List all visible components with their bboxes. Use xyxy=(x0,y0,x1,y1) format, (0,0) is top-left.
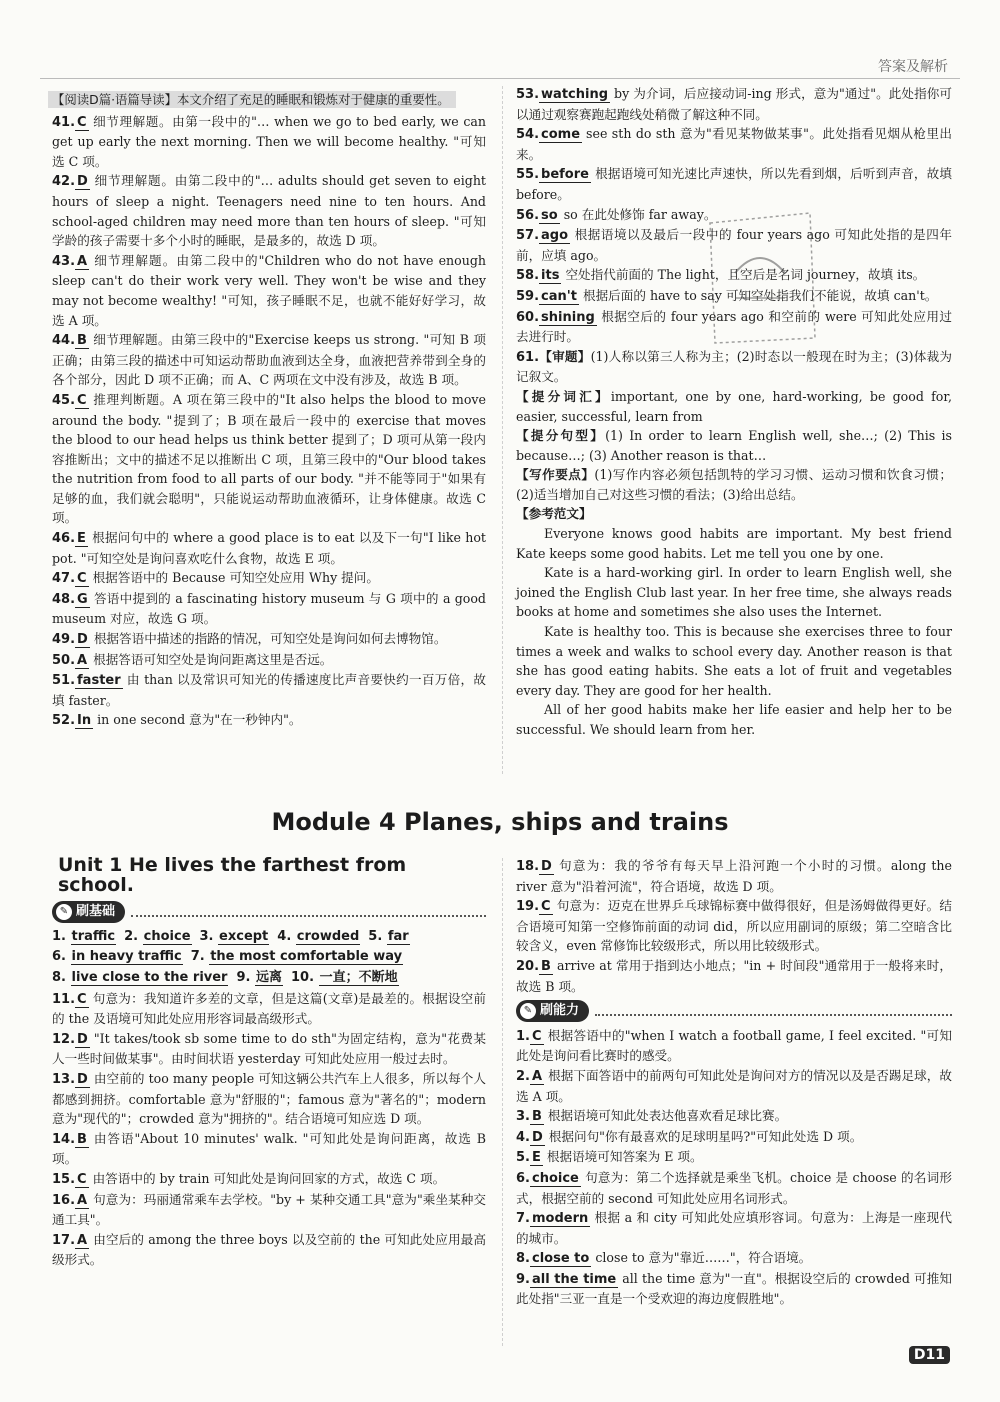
item-number: 41. xyxy=(52,114,76,130)
answer-key: D xyxy=(77,1071,88,1087)
explanation: 根据答语可知空处是询问距离这里是否远。 xyxy=(93,651,333,667)
item-number: 7. xyxy=(516,1211,530,1227)
item-number: 19. xyxy=(516,899,540,915)
right-bottom-column xyxy=(516,856,952,1309)
answer-key: D xyxy=(531,1129,543,1145)
answer-key: B xyxy=(541,958,551,974)
section-text: important, one by one, hard-working, be good for, easier, successful, learn from xyxy=(516,388,952,424)
explanation: so 在此处修饰 far away。 xyxy=(563,206,717,222)
basic-badge xyxy=(52,901,125,923)
essay-paragraph: Kate is a hard-working girl. In order to learn English well, she joined the English Club last year. In her free time, she always reads books at home and sometimes she also uses the Internet. xyxy=(516,565,952,620)
fill-in-answers xyxy=(52,927,486,989)
answer-key: far xyxy=(387,928,409,944)
explanation: 由答语中的 by train 可知此处是询问回家的方式，故选 C 项。 xyxy=(92,1170,446,1186)
item-number: 18. xyxy=(516,859,540,874)
explanation: 根据语境以及最后一段中的 four years ago 可知此处指的是四年前，应填 ago。 xyxy=(516,227,952,263)
answer-key: so xyxy=(541,207,558,223)
answer-key: the most comfortable way xyxy=(210,949,403,965)
right-top-column xyxy=(516,84,952,740)
answer-key: 远离 xyxy=(256,969,283,985)
item-number: 10. xyxy=(291,969,315,985)
ability-section-header xyxy=(516,1000,952,1022)
answer-item xyxy=(516,1147,952,1168)
explanation: close to 意为"靠近……"，符合语境。 xyxy=(595,1250,812,1266)
explanation: 答语中提到的 a fascinating history museum 与 G 项中的 a good museum 对应，故选 G 项。 xyxy=(52,590,486,627)
explanation: 句意为：迈克在世界乒乓球锦标赛中做得很好，但是汤姆做得更好。结合语境可知第一空修饰前面的动词 did，所以应用副词的原级；第二空暗含比较含义，even 常修饰比较级形式，所以用比较级形式。 xyxy=(516,898,952,954)
item-number: 44. xyxy=(52,333,76,349)
explanation: 细节理解题。由第二段中的"Children who do not have enough sleep can't do their work very well. They won't be wise and they may not become wealthy! "可知，孩子睡眠不足，也就不能好好学习，故选 A 项。 xyxy=(52,252,486,328)
answer-key: E xyxy=(77,531,86,547)
explanation: 根据答语中的 Because 可知空处应用 Why 提问。 xyxy=(92,570,379,586)
section-text: (1) In order to learn English well, she…; (2) This is because…; (3) Another reason is that… xyxy=(516,428,953,463)
answer-key: A xyxy=(77,1232,88,1248)
item-number: 7. xyxy=(190,949,205,965)
answer-item xyxy=(52,670,486,710)
left-bottom-column xyxy=(52,856,486,1270)
explanation: 句意为：玛丽通常乘车去学校。"by + 某种交通工具"意为"乘坐某种交通工具"。 xyxy=(52,1191,486,1228)
left-top-column xyxy=(52,90,486,731)
ability-badge xyxy=(516,1000,589,1022)
column-divider xyxy=(502,86,503,774)
answer-item xyxy=(52,1129,486,1169)
explanation: 根据答语中描述的指路的情况，可知空处是询问如何去博物馆。 xyxy=(93,631,447,647)
explanation: in one second 意为"在一秒钟内"。 xyxy=(97,712,302,728)
essay-paragraph: Everyone knows good habits are important. My best friend Kate keeps some good habits. Let me tell you one by one. xyxy=(516,526,952,561)
explanation: 细节理解题。由第三段中的"Exercise keeps us strong. "可知 B 项正确；由第三段的描述中可知运动帮助血液到达全身，血液把营养带到全身的各个部分，因此 D 项不正确；而 A、C 两项在文中没有涉及，故选 B 项。 xyxy=(52,332,486,388)
explanation: 根据答语中的"when I watch a football game, I feel excited. "可知此处是询问看比赛时的感受。 xyxy=(516,1027,952,1064)
answer-item xyxy=(52,112,486,172)
explanation: 根据语境可知答案为 E 项。 xyxy=(546,1149,703,1165)
answer-item xyxy=(516,1106,952,1127)
answer-key: choice xyxy=(143,928,191,944)
answer-item xyxy=(52,629,486,650)
answer-key: live close to the river xyxy=(71,969,228,985)
answer-item xyxy=(516,956,952,996)
item-number: 11. xyxy=(52,991,76,1007)
answer-key: in heavy traffic xyxy=(71,949,182,965)
explanation: 由 than 以及常识可知光的传播速度比声音要快约一百万倍，故填 faster。 xyxy=(52,672,486,708)
answer-key: choice xyxy=(531,1170,579,1186)
item-number: 60. xyxy=(516,309,540,325)
pencil-icon: ✎ xyxy=(520,1003,536,1019)
explanation: 由空后的 among the three boys 以及空前的 the 可知此处应用最高级形式。 xyxy=(52,1231,486,1268)
item-number: 17. xyxy=(52,1232,76,1248)
explanation: 细节理解题。由第二段中的"… adults should get seven to eight hours of sleep a night. Teenagers need nine to ten hours. And school-aged children may need more than ten hours of sleep. "可知学龄的孩子需要十多个小时的睡眠，是最多的，故选 D 项。 xyxy=(52,173,486,249)
answer-key: D xyxy=(541,859,552,874)
answer-item xyxy=(516,1127,952,1148)
explanation: 推理判断题。A 项在第三段中的"It also helps the blood to move around the body. "提到了；B 项在最后一段中的 exercise that moves the blood to our head helps us think better 提到了；D 项可从第一段内容推断出；文中的描述不足以推断出 C 项，且第三段中的"Our blood takes the nutrition from food to all parts of our body. "并不能等同于"如果有足够的血，我们就会聪明"，只能说运动帮助血液循环，让身体健康。故选 C 项。 xyxy=(52,391,486,526)
explanation: 细节理解题。由第一段中的"… when we go to bed early, we can get up early the next morning. Then we will become healthy. "可知选 C 项。 xyxy=(52,113,486,169)
section-text: (1)人称以第三人称为主；(2)时态以一般现在时为主；(3)体裁为记叙文。 xyxy=(516,348,952,385)
item-number: 47. xyxy=(52,571,76,587)
answer-key: C xyxy=(541,899,551,915)
item-number: 6. xyxy=(516,1170,530,1186)
answer-item xyxy=(516,1248,952,1269)
answer-item xyxy=(516,856,952,896)
item-number: 16. xyxy=(52,1192,76,1208)
answer-key: all the time xyxy=(531,1271,617,1287)
item-number: 1. xyxy=(516,1028,530,1044)
answer-key: traffic xyxy=(71,928,116,944)
item-number: 4. xyxy=(277,928,292,944)
item-number: 3. xyxy=(516,1109,530,1125)
answer-key: D xyxy=(77,1031,88,1047)
item-number: 8. xyxy=(52,969,66,985)
answer-key: C xyxy=(77,392,87,408)
item-number: 51. xyxy=(52,673,76,689)
section-heading: 【审题】 xyxy=(539,348,591,364)
explanation: 根据语境可知此处表达他喜欢看足球比赛。 xyxy=(547,1108,788,1124)
item-number: 61. xyxy=(516,349,540,365)
item-number: 59. xyxy=(516,288,540,304)
answer-list xyxy=(516,1026,952,1309)
answer-key: come xyxy=(541,127,581,143)
answer-key: B xyxy=(77,333,87,349)
explanation: 句意为：第二个选择就是乘坐飞机。choice 是 choose 的名词形式，根据空前的 second 可知此处应用名词形式。 xyxy=(516,1169,952,1206)
essay-paragraph: All of her good habits make her life easier and help her to be successful. We should learn from her. xyxy=(516,702,952,737)
answer-key: A xyxy=(77,253,88,269)
explanation: all the time 意为"一直"。根据设空后的 crowded 可推知此处指"三亚一直是一个受欢迎的海边度假胜地"。 xyxy=(516,1270,952,1307)
answer-item xyxy=(516,896,952,956)
answer-key: except xyxy=(219,928,269,944)
item-number: 2. xyxy=(124,928,139,944)
item-number: 1. xyxy=(52,928,66,944)
explanation: 根据 a 和 city 可知此处应填形容词。句意为：上海是一座现代的城市。 xyxy=(516,1210,952,1246)
answer-list xyxy=(52,989,486,1270)
answer-key: B xyxy=(77,1131,87,1147)
answer-key: C xyxy=(77,114,87,130)
section-heading: 【参考范文】 xyxy=(516,506,592,522)
answer-item xyxy=(516,1168,952,1208)
answer-list xyxy=(52,112,486,731)
explanation: 根据问句中的 where a good place is to eat 以及下一句"I like hot pot. "可知空处是询问喜欢吃什么食物，故选 E 项。 xyxy=(52,530,486,566)
explanation: 根据下面答语中的前两句可知此处是询问对方的情况以及是否踢足球，故选 A 项。 xyxy=(516,1067,952,1104)
item-number: 46. xyxy=(52,531,76,547)
module-title: Module 4 Planes, ships and trains xyxy=(271,808,729,836)
watermark-stamp-icon xyxy=(695,203,825,351)
explanation: "It takes/took sb some time to do sth"为固定结构，意为"花费某人一些时间做某事"。由时间状语 yesterday 可知此处应用一般过去时。 xyxy=(52,1030,486,1067)
explanation: 空处指代前面的 The light，且空后是名词 journey，故填 its。 xyxy=(565,267,926,283)
answer-item xyxy=(516,1026,952,1066)
answer-key: C xyxy=(531,1028,542,1044)
item-number: 9. xyxy=(236,969,251,985)
answer-key: A xyxy=(531,1068,543,1084)
answer-key: D xyxy=(77,632,88,648)
item-number: 8. xyxy=(516,1251,530,1267)
column-divider xyxy=(502,858,503,1346)
item-number: 15. xyxy=(52,1171,76,1187)
answer-item xyxy=(52,171,486,250)
answer-item xyxy=(516,1208,952,1248)
item-number: 45. xyxy=(52,392,76,408)
answer-key: watching xyxy=(541,87,609,102)
section-heading: 【提分词汇】 xyxy=(516,388,611,404)
fill-line xyxy=(52,927,486,948)
dotted-rule xyxy=(595,1006,952,1016)
answer-key: C xyxy=(77,571,87,587)
answer-item xyxy=(52,390,486,528)
answer-key: crowded xyxy=(296,928,360,944)
fill-line xyxy=(52,968,486,989)
dotted-rule xyxy=(131,907,486,917)
answer-key: E xyxy=(531,1150,541,1166)
answer-key: C xyxy=(77,1171,87,1187)
answer-item xyxy=(52,568,486,589)
fill-line xyxy=(52,947,486,968)
section-heading: 【写作要点】 xyxy=(516,467,595,483)
explanation: 由答语"About 10 minutes' walk. "可知此处是询问距离，故选 B 项。 xyxy=(52,1130,486,1167)
answer-key: In xyxy=(77,713,92,729)
answer-item xyxy=(52,330,486,390)
item-number: 43. xyxy=(52,253,76,269)
badge-label: 刷基础 xyxy=(76,904,116,920)
answer-key: G xyxy=(77,591,88,607)
answer-key: close to xyxy=(531,1251,590,1267)
item-number: 57. xyxy=(516,228,540,244)
item-number: 42. xyxy=(52,174,76,190)
explanation: 由空前的 too many people 可知这辆公共汽车上人很多，所以每个人都感到拥挤。comfortable 意为"舒服的"；famous 意为"著名的"；modern 意为"现代的"；crowded 意为"拥挤的"。结合语境可知应选 D 项。 xyxy=(52,1070,486,1127)
explanation: by 为介词，后应接动词-ing 形式，意为"通过"。此处指你可以通过观察赛跑起跑线处稍微了解这种不同。 xyxy=(516,86,952,122)
item-number: 3. xyxy=(199,928,214,944)
answer-item xyxy=(52,1069,486,1129)
item-number: 49. xyxy=(52,632,76,648)
explanation: arrive at 常用于指到达小地点；"in + 时间段"通常用于一般将来时，故选 B 项。 xyxy=(516,957,952,994)
answer-key: before xyxy=(541,167,589,183)
section-heading: 【提分句型】 xyxy=(516,428,606,444)
explanation: 句意为：我的爷爷有每天早上沿河跑一个小时的习惯。along the river 意为"沿着河流"，符合语境，故选 D 项。 xyxy=(516,858,952,894)
unit-title: Unit 1 He lives the farthest from school. xyxy=(58,854,407,896)
item-number: 4. xyxy=(516,1129,530,1145)
answer-item xyxy=(516,1066,952,1106)
answer-item xyxy=(52,1190,486,1230)
answer-key: ago xyxy=(541,228,569,244)
answer-item xyxy=(52,1029,486,1069)
answer-list xyxy=(516,856,952,996)
item-number: 6. xyxy=(52,949,66,965)
explanation: 根据后面的 have to say 可知空处指我们不能说，故填 can't。 xyxy=(582,287,938,303)
answer-key: A xyxy=(77,1192,88,1208)
pencil-icon: ✎ xyxy=(56,904,72,920)
answer-item xyxy=(52,1169,486,1190)
answer-key: B xyxy=(531,1109,542,1125)
answer-key: C xyxy=(77,991,87,1007)
badge-label: 刷能力 xyxy=(540,1003,580,1019)
answer-key: A xyxy=(77,652,88,668)
item-number: 5. xyxy=(516,1150,530,1166)
basic-section-header xyxy=(52,901,486,923)
item-number: 2. xyxy=(516,1068,530,1084)
answer-key: modern xyxy=(531,1211,589,1227)
answer-item xyxy=(516,84,952,124)
essay-paragraph: Kate is healthy too. This is because she exercises three to four times a week and walks to school every day. Another reason is that she has good eating habits. She eats a lot of fruit and vegetables every day. They are good for her health. xyxy=(516,624,952,698)
answer-item xyxy=(52,989,486,1029)
answer-item xyxy=(52,528,486,568)
item-number: 58. xyxy=(516,268,540,284)
item-number: 9. xyxy=(516,1271,530,1287)
item-number: 52. xyxy=(52,713,76,729)
answer-item xyxy=(516,1269,952,1309)
answer-item xyxy=(52,1230,486,1270)
section-text: (1)写作内容必须包括凯特的学习习惯、运动习惯和饮食习惯；(2)适当增加自己对这些习惯的看法；(3)给出总结。 xyxy=(516,467,952,502)
item-number: 48. xyxy=(52,591,76,607)
answer-key: its xyxy=(541,268,560,284)
item-number: 50. xyxy=(52,652,76,668)
item-number: 14. xyxy=(52,1131,76,1147)
answer-key: can't xyxy=(541,288,577,304)
answer-item xyxy=(52,251,486,330)
answer-key: faster xyxy=(77,673,121,689)
answer-item xyxy=(52,710,486,731)
item-number: 12. xyxy=(52,1031,76,1047)
item-number: 54. xyxy=(516,127,540,143)
item-number: 53. xyxy=(516,87,540,102)
header-label: 答案及解析 xyxy=(878,59,948,75)
answer-item xyxy=(516,124,952,164)
item-number: 55. xyxy=(516,167,540,183)
explanation: 根据空后的 four years ago 和空前的 were 可知此处应用过去进行时。 xyxy=(516,308,952,345)
answer-item xyxy=(516,164,952,204)
answer-key: D xyxy=(77,174,88,190)
item-number: 13. xyxy=(52,1071,76,1087)
explanation: see sth do sth 意为"看见某物做某事"。此处指看见烟从枪里出来。 xyxy=(516,126,952,162)
item-number: 56. xyxy=(516,207,540,223)
explanation: 根据语境可知光速比声速快，所以先看到烟，后听到声音，故填 before。 xyxy=(516,166,952,202)
answer-key: 一直；不断地 xyxy=(319,969,398,985)
header-rule xyxy=(40,78,960,79)
answer-item xyxy=(52,589,486,629)
explanation: 根据问句"你有最喜欢的足球明星吗?"可知此处选 D 项。 xyxy=(548,1128,863,1144)
reading-guide: 【阅读D篇·语篇导读】本文介绍了充足的睡眠和锻炼对于健康的重要性。 xyxy=(48,91,456,108)
writing-answer xyxy=(516,347,952,740)
answer-key: shining xyxy=(541,309,595,325)
item-number: 5. xyxy=(368,928,383,944)
page-number: D11 xyxy=(909,1346,950,1364)
answer-item xyxy=(52,650,486,671)
item-number: 20. xyxy=(516,958,540,974)
explanation: 句意为：我知道许多差的文章，但是这篇(文章)是最差的。根据设空前的 the 及语境可知此处应用形容词最高级形式。 xyxy=(52,990,486,1027)
